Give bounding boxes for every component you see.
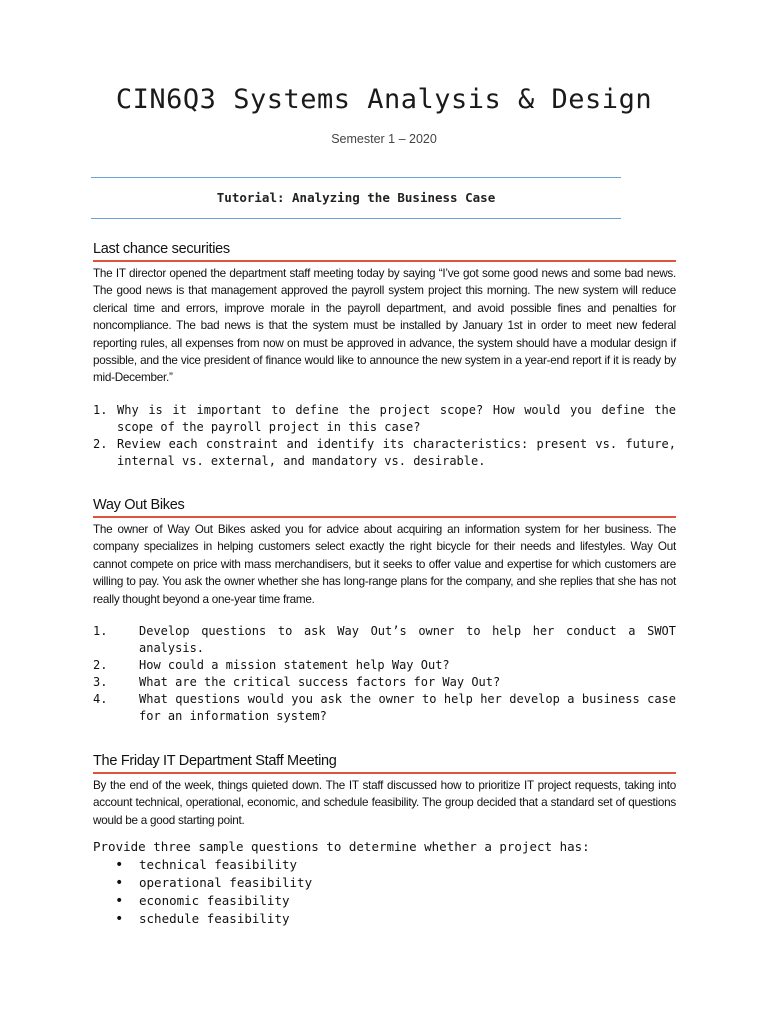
tutorial-title: Tutorial: Analyzing the Business Case — [216, 190, 496, 205]
page-title: CIN6Q3 Systems Analysis & Design — [115, 84, 653, 115]
list-item — [93, 691, 676, 725]
list-number: 4. — [93, 692, 108, 707]
section-way-out-bikes — [93, 497, 676, 725]
list-number: 1. — [93, 624, 108, 639]
list-item — [93, 910, 676, 928]
question-list — [93, 623, 676, 725]
bullet-icon: • — [115, 875, 124, 892]
question-list — [93, 402, 676, 470]
section-paragraph: The owner of Way Out Bikes asked you for advice about acquiring an information system for her business. The company specializes in helping customers select exactly the right bicycle for their needs and lifestyles. Way Out cannot compete on price with mass merchandisers, but it seeks to offer value and expertise for which customers are willing to pay. You ask the owner whether she has long-range plans for the company, and she replies that she has not really thought beyond a one-year time frame. — [93, 523, 676, 606]
tutorial-bottom-rule — [91, 218, 621, 219]
list-text: What questions would you ask the owner to help her develop a business case for an information system? — [139, 692, 676, 724]
semester-subtitle: Semester 1 – 2020 — [331, 132, 437, 146]
section-paragraph: The IT director opened the department staff meeting today by saying “I’ve got some good news and some bad news. The good news is that management approved the payroll system project this morning. The new system will reduce clerical time and errors, improve morale in the payroll department, and avoid possible fines and penalties for noncompliance. The bad news is that the system must be installed by January 1st in order to meet new federal reporting rules, all expenses from now on must be approved in advance, the system should have a modular design if possible, and the vice president of finance would like to announce the new system in a year-end report if it is ready by mid-December.” — [93, 267, 676, 385]
feasibility-list — [93, 856, 676, 928]
list-number: 1. — [93, 402, 108, 417]
list-text: Develop questions to ask Way Out’s owner to help her conduct a SWOT analysis. — [139, 624, 676, 656]
list-number: 3. — [93, 675, 108, 690]
list-text: What are the critical success factors for Way Out? — [139, 675, 501, 690]
bullet-icon: • — [115, 857, 124, 874]
section-last-chance-securities — [93, 241, 676, 470]
list-number: 2. — [93, 658, 108, 673]
feasibility-prompt: Provide three sample questions to determine whether a project has: — [93, 839, 590, 855]
list-item — [93, 874, 676, 892]
list-item — [93, 436, 676, 470]
list-number: 2. — [93, 436, 108, 451]
list-item — [93, 623, 676, 657]
list-item — [93, 402, 676, 436]
section-paragraph: By the end of the week, things quieted down. The IT staff discussed how to prioritize IT project requests, taking into account technical, operational, economic, and schedule feasibility. The group decided that a standard set of questions would be a good starting point. — [93, 779, 676, 827]
bullet-icon: • — [115, 911, 124, 928]
list-text: schedule feasibility — [139, 911, 290, 927]
list-text: technical feasibility — [139, 857, 298, 873]
section-friday-it-meeting — [93, 753, 676, 928]
list-text: How could a mission statement help Way Out? — [139, 658, 450, 673]
tutorial-top-rule — [91, 177, 621, 178]
list-item — [93, 856, 676, 874]
list-text: economic feasibility — [139, 893, 290, 909]
list-text: operational feasibility — [139, 875, 313, 891]
list-item — [93, 674, 676, 691]
section-heading: Last chance securities — [93, 241, 676, 262]
section-heading: The Friday IT Department Staff Meeting — [93, 753, 676, 774]
list-text: Review each constraint and identify its characteristics: present vs. future, internal vs. external, and mandatory vs. desirable. — [117, 436, 676, 468]
list-text: Why is it important to define the project scope? How would you define the scope of the payroll project in this case? — [117, 402, 676, 434]
list-item — [93, 657, 676, 674]
bullet-icon: • — [115, 893, 124, 910]
list-item — [93, 892, 676, 910]
section-heading: Way Out Bikes — [93, 497, 676, 518]
